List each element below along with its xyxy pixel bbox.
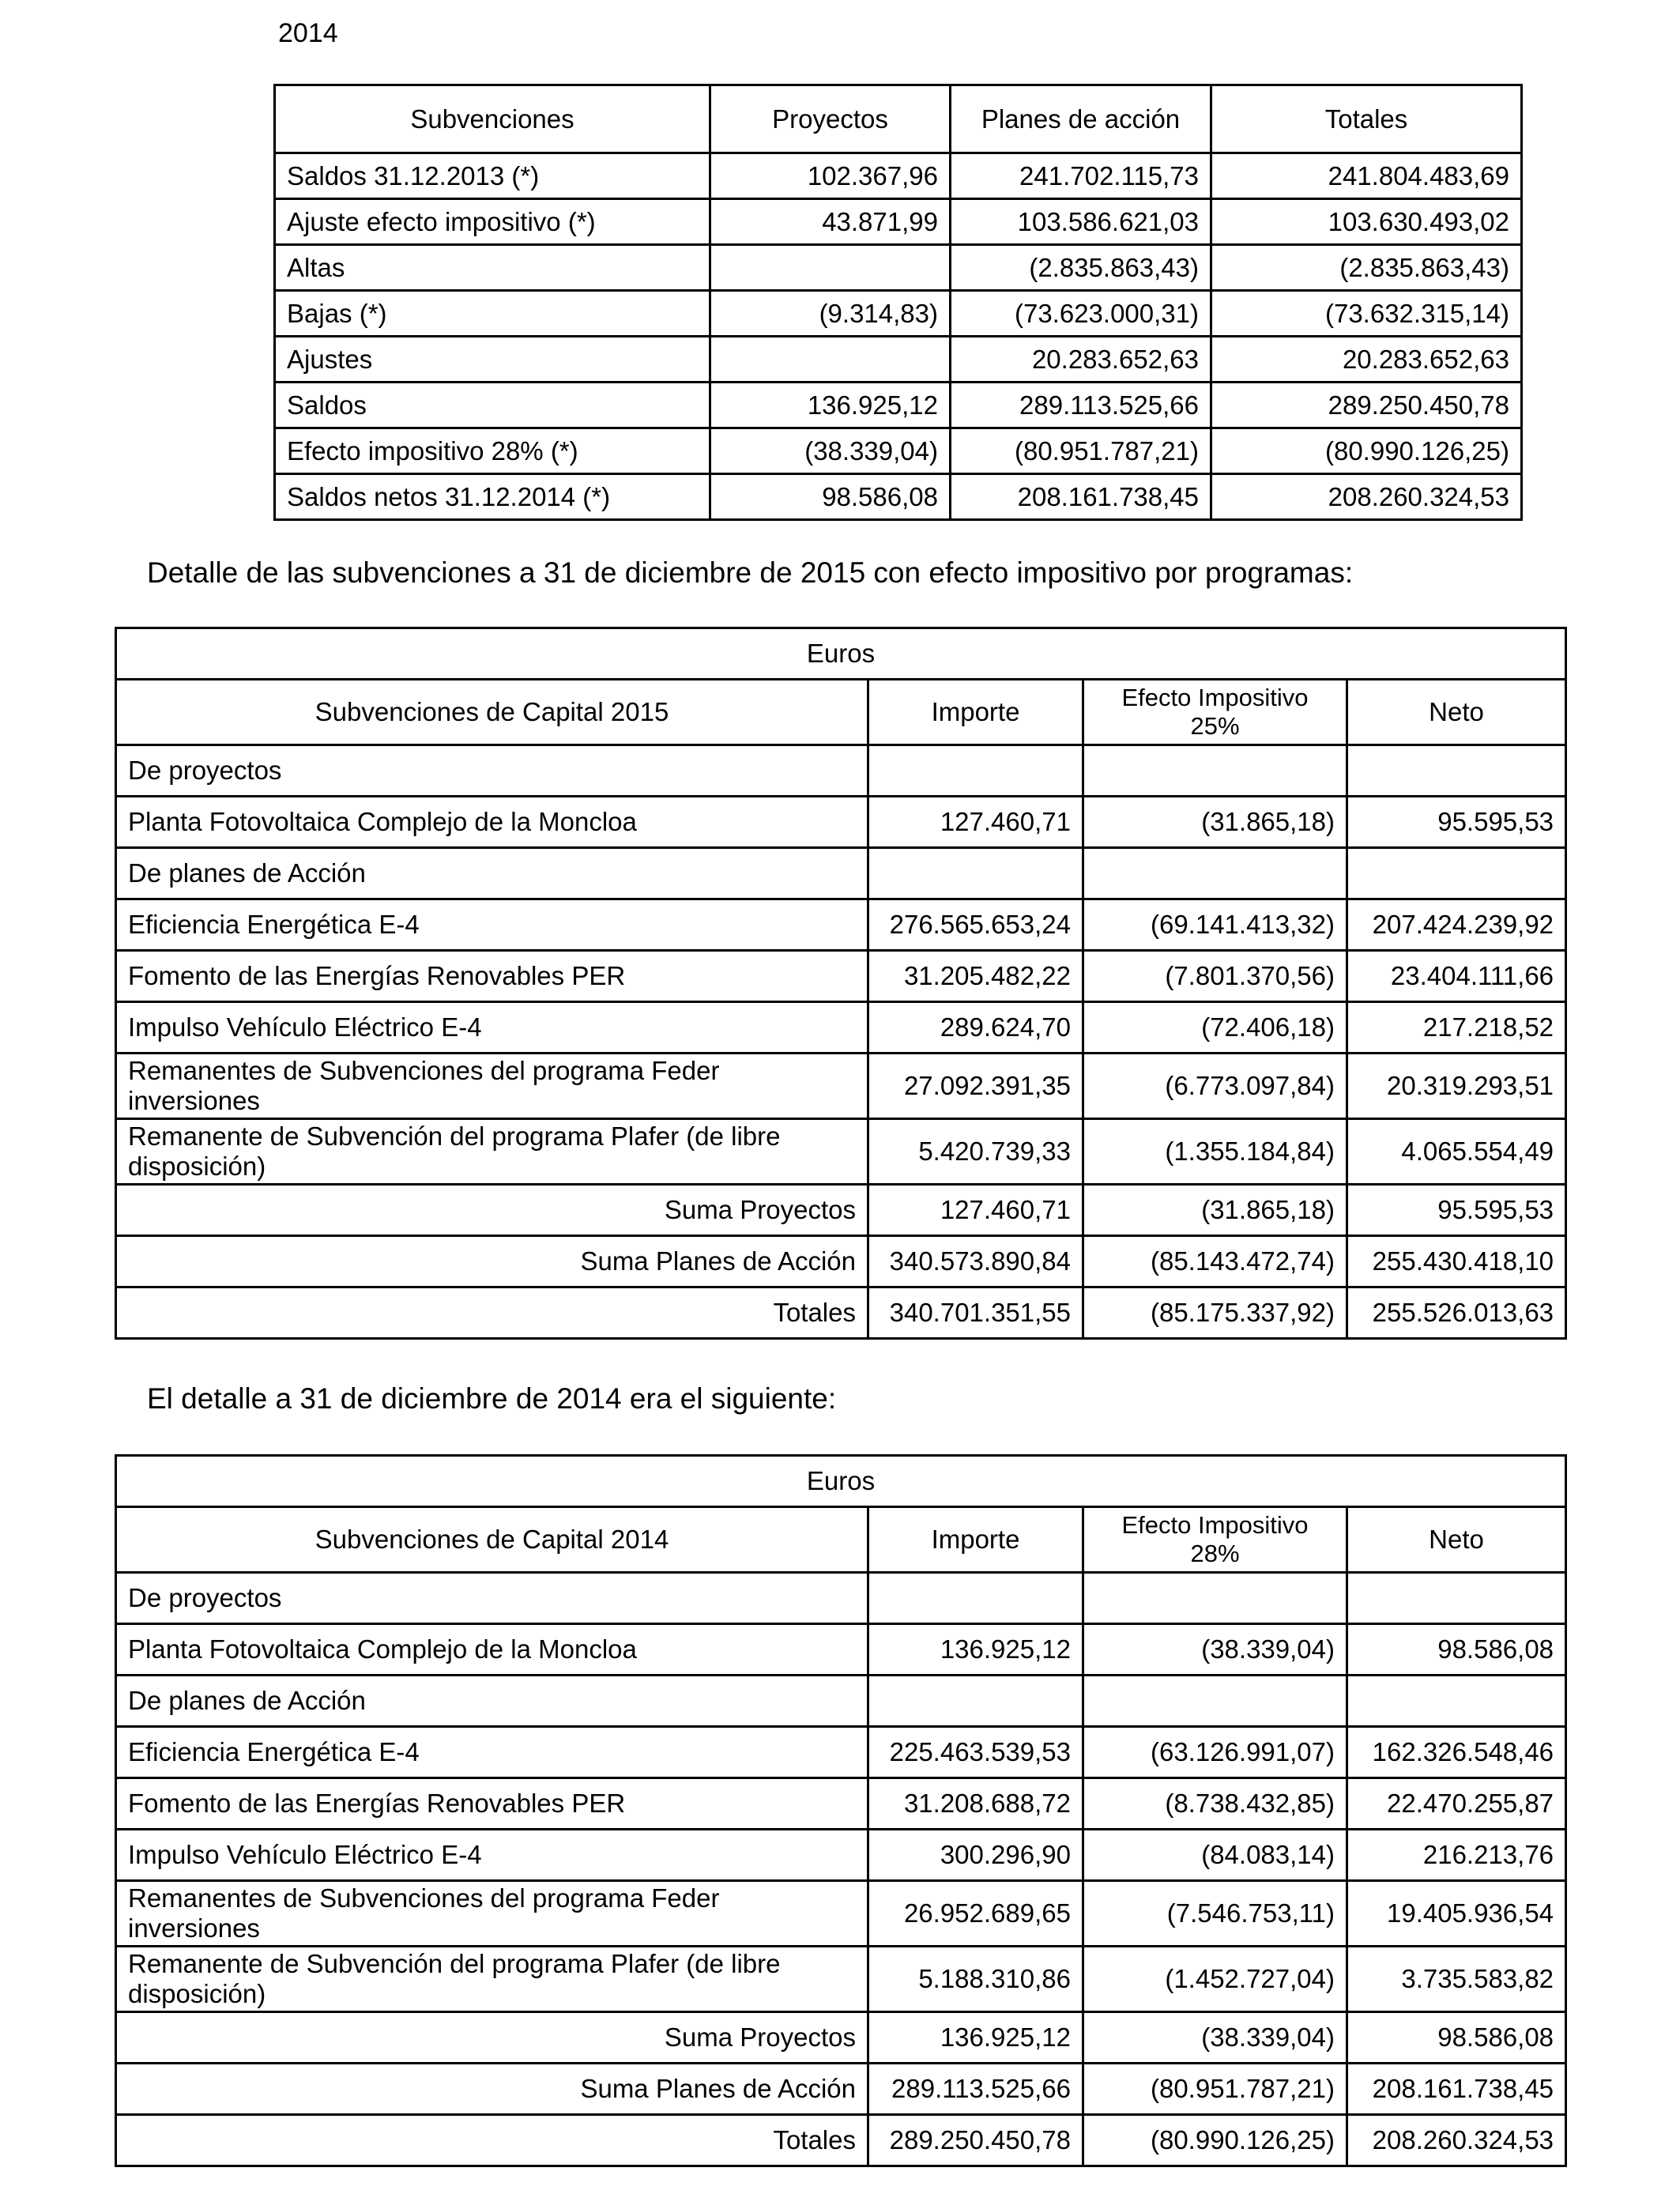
table-row (116, 1727, 1566, 1778)
cell-value: 289.624,70 (868, 1002, 1083, 1054)
cell-value: (85.175.337,92) (1083, 1287, 1347, 1339)
cell-value: 207.424.239,92 (1347, 899, 1566, 951)
subtotal-row (116, 1236, 1566, 1287)
table-row (116, 1881, 1566, 1947)
column-header: Subvenciones de Capital 2014 (116, 1507, 868, 1573)
column-header: Importe (868, 680, 1083, 745)
row-label: Eficiencia Energética E-4 (116, 1727, 868, 1778)
row-label: Suma Proyectos (116, 1185, 868, 1236)
cell-value: 225.463.539,53 (868, 1727, 1083, 1778)
euros-header: Euros (116, 628, 1566, 680)
cell-value: 127.460,71 (868, 1185, 1083, 1236)
paragraph-detalle-2015: Detalle de las subvenciones a 31 de diciembre de 2015 con efecto impositivo por programas: (147, 556, 1354, 589)
subvenciones-2014-table (273, 84, 1523, 521)
cell-value: 95.595,53 (1347, 797, 1566, 848)
cell-value: 241.804.483,69 (1211, 153, 1522, 199)
cell-value: 20.319.293,51 (1347, 1054, 1566, 1119)
cell-value: 27.092.391,35 (868, 1054, 1083, 1119)
cell-value: 255.526.013,63 (1347, 1287, 1566, 1339)
table-header-row (116, 1507, 1566, 1573)
euros-header-row (116, 628, 1566, 680)
row-label: Planta Fotovoltaica Complejo de la Moncloa (116, 797, 868, 848)
table-row (275, 153, 1522, 199)
row-label: Remanentes de Subvenciones del programa Feder inversiones (116, 1881, 868, 1947)
total-row (116, 1287, 1566, 1339)
row-label: Suma Proyectos (116, 2012, 868, 2064)
table-row (116, 1624, 1566, 1676)
cell-value: 98.586,08 (1347, 1624, 1566, 1676)
cell-value: 216.213,76 (1347, 1830, 1566, 1881)
column-header: Subvenciones de Capital 2015 (116, 680, 868, 745)
section-row (116, 745, 1566, 797)
table-row (275, 245, 1522, 291)
section-label: De proyectos (116, 745, 868, 797)
table-row (275, 199, 1522, 245)
row-label: Fomento de las Energías Renovables PER (116, 1778, 868, 1830)
cell-value: (1.452.727,04) (1083, 1947, 1347, 2012)
cell-value (1083, 1676, 1347, 1727)
cell-value (1083, 745, 1347, 797)
cell-value: 136.925,12 (710, 383, 951, 428)
cell-value: 208.260.324,53 (1347, 2115, 1566, 2166)
column-header: Planes de acción (951, 85, 1211, 153)
column-header: Neto (1347, 680, 1566, 745)
cell-value: 23.404.111,66 (1347, 951, 1566, 1002)
cell-value: 127.460,71 (868, 797, 1083, 848)
cell-value: (7.801.370,56) (1083, 951, 1347, 1002)
table-row (116, 899, 1566, 951)
table-row (116, 1054, 1566, 1119)
table-header-row (275, 85, 1522, 153)
cell-value: (84.083,14) (1083, 1830, 1347, 1881)
section-label: De planes de Acción (116, 848, 868, 899)
table-row (275, 291, 1522, 337)
cell-value (868, 848, 1083, 899)
cell-value: 208.161.738,45 (1347, 2064, 1566, 2115)
cell-value: 289.250.450,78 (1211, 383, 1522, 428)
cell-value: (38.339,04) (710, 428, 951, 474)
section-row (116, 1676, 1566, 1727)
section-label: De proyectos (116, 1573, 868, 1624)
row-label: Bajas (*) (275, 291, 710, 337)
cell-value: (69.141.413,32) (1083, 899, 1347, 951)
subvenciones-capital-2015-table (115, 627, 1567, 1340)
subtotal-row (116, 2064, 1566, 2115)
row-label: Fomento de las Energías Renovables PER (116, 951, 868, 1002)
table-row (116, 1002, 1566, 1054)
cell-value (1347, 1573, 1566, 1624)
cell-value: (38.339,04) (1083, 2012, 1347, 2064)
subvenciones-capital-2014-table (115, 1454, 1567, 2167)
cell-value: 289.113.525,66 (868, 2064, 1083, 2115)
cell-value: 43.871,99 (710, 199, 951, 245)
row-label: Totales (116, 1287, 868, 1339)
section-label: De planes de Acción (116, 1676, 868, 1727)
cell-value: 103.586.621,03 (951, 199, 1211, 245)
cell-value: (8.738.432,85) (1083, 1778, 1347, 1830)
table-row (275, 474, 1522, 520)
row-label: Impulso Vehículo Eléctrico E-4 (116, 1830, 868, 1881)
cell-value: (80.990.126,25) (1211, 428, 1522, 474)
column-header: Proyectos (710, 85, 951, 153)
cell-value: 5.188.310,86 (868, 1947, 1083, 2012)
column-header: Efecto Impositivo 25% (1083, 680, 1347, 745)
total-row (116, 2115, 1566, 2166)
cell-value: 340.573.890,84 (868, 1236, 1083, 1287)
cell-value: 102.367,96 (710, 153, 951, 199)
cell-value (1347, 745, 1566, 797)
table-row (116, 1947, 1566, 2012)
cell-value: (31.865,18) (1083, 797, 1347, 848)
cell-value: 136.925,12 (868, 1624, 1083, 1676)
row-label: Remanentes de Subvenciones del programa Feder inversiones (116, 1054, 868, 1119)
cell-value: (80.951.787,21) (951, 428, 1211, 474)
cell-value: 340.701.351,55 (868, 1287, 1083, 1339)
column-header: Efecto Impositivo 28% (1083, 1507, 1347, 1573)
row-label: Saldos netos 31.12.2014 (*) (275, 474, 710, 520)
cell-value: 103.630.493,02 (1211, 199, 1522, 245)
cell-value: 98.586,08 (1347, 2012, 1566, 2064)
cell-value: (9.314,83) (710, 291, 951, 337)
row-label: Suma Planes de Acción (116, 1236, 868, 1287)
row-label: Totales (116, 2115, 868, 2166)
table-row (116, 1778, 1566, 1830)
table-row (116, 951, 1566, 1002)
table-row (116, 1830, 1566, 1881)
cell-value (868, 1573, 1083, 1624)
cell-value: (6.773.097,84) (1083, 1054, 1347, 1119)
cell-value: (31.865,18) (1083, 1185, 1347, 1236)
cell-value (1347, 1676, 1566, 1727)
cell-value: 208.161.738,45 (951, 474, 1211, 520)
row-label: Ajuste efecto impositivo (*) (275, 199, 710, 245)
euros-header-row (116, 1456, 1566, 1507)
column-header: Importe (868, 1507, 1083, 1573)
cell-value: 19.405.936,54 (1347, 1881, 1566, 1947)
cell-value: 241.702.115,73 (951, 153, 1211, 199)
cell-value: 31.208.688,72 (868, 1778, 1083, 1830)
cell-value: 22.470.255,87 (1347, 1778, 1566, 1830)
cell-value: (38.339,04) (1083, 1624, 1347, 1676)
row-label: Remanente de Subvención del programa Plafer (de libre disposición) (116, 1119, 868, 1185)
cell-value (868, 745, 1083, 797)
row-label: Impulso Vehículo Eléctrico E-4 (116, 1002, 868, 1054)
cell-value (1083, 848, 1347, 899)
cell-value: 3.735.583,82 (1347, 1947, 1566, 2012)
section-row (116, 848, 1566, 899)
cell-value: 289.113.525,66 (951, 383, 1211, 428)
row-label: Saldos 31.12.2013 (*) (275, 153, 710, 199)
cell-value: (80.951.787,21) (1083, 2064, 1347, 2115)
cell-value (1347, 848, 1566, 899)
cell-value: (73.632.315,14) (1211, 291, 1522, 337)
column-header: Totales (1211, 85, 1522, 153)
cell-value: 289.250.450,78 (868, 2115, 1083, 2166)
cell-value: 20.283.652,63 (951, 337, 1211, 383)
cell-value: 136.925,12 (868, 2012, 1083, 2064)
cell-value: (1.355.184,84) (1083, 1119, 1347, 1185)
paragraph-detalle-2014: El detalle a 31 de diciembre de 2014 era el siguiente: (147, 1382, 837, 1415)
cell-value: 208.260.324,53 (1211, 474, 1522, 520)
column-header: Subvenciones (275, 85, 710, 153)
cell-value: (2.835.863,43) (1211, 245, 1522, 291)
row-label: Planta Fotovoltaica Complejo de la Moncloa (116, 1624, 868, 1676)
euros-header: Euros (116, 1456, 1566, 1507)
cell-value: 300.296,90 (868, 1830, 1083, 1881)
table-row (275, 383, 1522, 428)
row-label: Ajustes (275, 337, 710, 383)
cell-value: (7.546.753,11) (1083, 1881, 1347, 1947)
section-row (116, 1573, 1566, 1624)
cell-value: 98.586,08 (710, 474, 951, 520)
table-row (275, 428, 1522, 474)
row-label: Altas (275, 245, 710, 291)
cell-value: (85.143.472,74) (1083, 1236, 1347, 1287)
cell-value: (2.835.863,43) (951, 245, 1211, 291)
cell-value: 5.420.739,33 (868, 1119, 1083, 1185)
cell-value: 255.430.418,10 (1347, 1236, 1566, 1287)
year-heading: 2014 (278, 18, 338, 48)
subtotal-row (116, 1185, 1566, 1236)
cell-value: (63.126.991,07) (1083, 1727, 1347, 1778)
row-label: Saldos (275, 383, 710, 428)
cell-value (1083, 1573, 1347, 1624)
cell-value: 162.326.548,46 (1347, 1727, 1566, 1778)
row-label: Remanente de Subvención del programa Plafer (de libre disposición) (116, 1947, 868, 2012)
row-label: Eficiencia Energética E-4 (116, 899, 868, 951)
subtotal-row (116, 2012, 1566, 2064)
cell-value: (73.623.000,31) (951, 291, 1211, 337)
cell-value: 276.565.653,24 (868, 899, 1083, 951)
row-label: Suma Planes de Acción (116, 2064, 868, 2115)
cell-value: 217.218,52 (1347, 1002, 1566, 1054)
cell-value (710, 245, 951, 291)
cell-value: 26.952.689,65 (868, 1881, 1083, 1947)
cell-value (710, 337, 951, 383)
cell-value: 20.283.652,63 (1211, 337, 1522, 383)
table-row (116, 797, 1566, 848)
cell-value: (80.990.126,25) (1083, 2115, 1347, 2166)
cell-value: 4.065.554,49 (1347, 1119, 1566, 1185)
row-label: Efecto impositivo 28% (*) (275, 428, 710, 474)
table-row (275, 337, 1522, 383)
column-header: Neto (1347, 1507, 1566, 1573)
table-row (116, 1119, 1566, 1185)
cell-value: (72.406,18) (1083, 1002, 1347, 1054)
cell-value: 31.205.482,22 (868, 951, 1083, 1002)
cell-value (868, 1676, 1083, 1727)
cell-value: 95.595,53 (1347, 1185, 1566, 1236)
table-header-row (116, 680, 1566, 745)
